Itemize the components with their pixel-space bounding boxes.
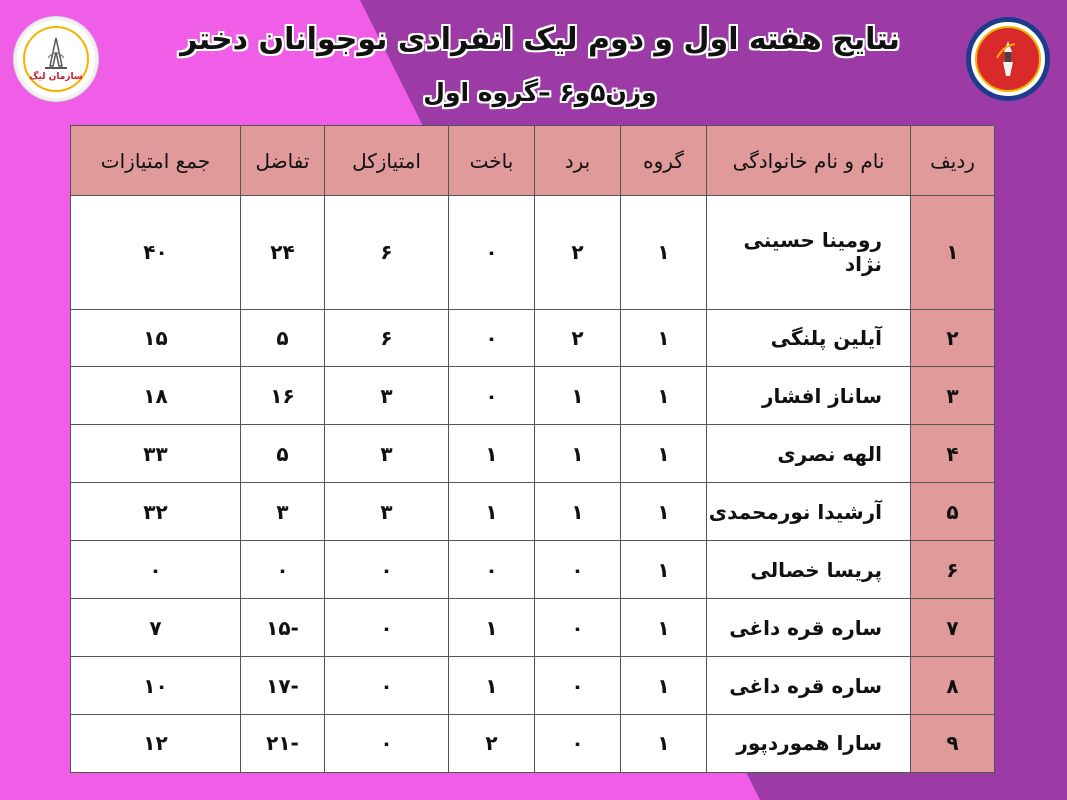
cell-name: ساناز افشار — [707, 367, 911, 425]
results-table — [70, 125, 995, 773]
cell-rank: ۶ — [911, 541, 995, 599]
cell-total-points: ۰ — [325, 541, 449, 599]
cell-total-points: ۶ — [325, 196, 449, 310]
table-row — [71, 714, 995, 772]
tower-logo-icon — [39, 36, 73, 70]
table-row — [71, 657, 995, 715]
cell-group: ۱ — [621, 714, 707, 772]
cell-name: ساره قره داغی — [707, 657, 911, 715]
cell-total-points: ۳ — [325, 425, 449, 483]
cell-rank: ۷ — [911, 599, 995, 657]
cell-rank: ۲ — [911, 309, 995, 367]
cell-total-points: ۰ — [325, 714, 449, 772]
cell-wins: ۰ — [535, 541, 621, 599]
league-logo — [14, 17, 98, 101]
cell-difference: ۲۴ — [241, 196, 325, 310]
column-header-total-points: امتیازکل — [325, 126, 449, 196]
cell-sum-points: ۴۰ — [71, 196, 241, 310]
cell-difference: ۰ — [241, 541, 325, 599]
column-header-wins: برد — [535, 126, 621, 196]
cell-difference: ۵ — [241, 425, 325, 483]
cell-losses: ۰ — [449, 541, 535, 599]
cell-sum-points: ۱۸ — [71, 367, 241, 425]
cell-losses: ۱ — [449, 599, 535, 657]
cell-group: ۱ — [621, 657, 707, 715]
cell-group: ۱ — [621, 425, 707, 483]
page-title: نتایج هفته اول و دوم لیک انفرادی نوجوانان دختر — [180, 22, 900, 57]
column-header-rank: ردیف — [911, 126, 995, 196]
table-row — [71, 367, 995, 425]
cell-name: سارا همورد‌پور — [707, 714, 911, 772]
cell-wins: ۰ — [535, 714, 621, 772]
cell-wins: ۲ — [535, 309, 621, 367]
cell-name: الهه نصری — [707, 425, 911, 483]
cell-name: آیلین پلنگی — [707, 309, 911, 367]
cell-sum-points: ۱۰ — [71, 657, 241, 715]
page-subtitle: وزن۵و۶ –گروه اول — [423, 78, 657, 107]
cell-wins: ۱ — [535, 425, 621, 483]
cell-wins: ۰ — [535, 657, 621, 715]
cell-difference: -۱۵ — [241, 599, 325, 657]
cell-total-points: ۰ — [325, 657, 449, 715]
federation-logo — [966, 17, 1050, 101]
cell-wins: ۲ — [535, 196, 621, 310]
column-header-losses: باخت — [449, 126, 535, 196]
cell-name: آرشیدا نورمحمدی — [707, 483, 911, 541]
table-row — [71, 599, 995, 657]
cell-sum-points: ۱۲ — [71, 714, 241, 772]
cell-sum-points: ۳۳ — [71, 425, 241, 483]
cell-difference: ۵ — [241, 309, 325, 367]
table-row — [71, 483, 995, 541]
cell-total-points: ۳ — [325, 483, 449, 541]
cell-difference: ۳ — [241, 483, 325, 541]
cell-group: ۱ — [621, 309, 707, 367]
cell-rank: ۸ — [911, 657, 995, 715]
cell-group: ۱ — [621, 599, 707, 657]
cell-rank: ۴ — [911, 425, 995, 483]
cell-sum-points: ۷ — [71, 599, 241, 657]
cell-losses: ۱ — [449, 483, 535, 541]
cell-rank: ۹ — [911, 714, 995, 772]
cell-losses: ۰ — [449, 196, 535, 310]
cell-rank: ۳ — [911, 367, 995, 425]
table-row — [71, 541, 995, 599]
cell-name: رومینا حسینی نژاد — [707, 196, 911, 310]
table-row — [71, 196, 995, 310]
column-header-group: گروه — [621, 126, 707, 196]
cell-difference: -۱۷ — [241, 657, 325, 715]
table-row — [71, 309, 995, 367]
cell-losses: ۰ — [449, 309, 535, 367]
column-header-sum-points: جمع امتیازات — [71, 126, 241, 196]
cell-name: پریسا خصالی — [707, 541, 911, 599]
cell-total-points: ۶ — [325, 309, 449, 367]
cell-rank: ۱ — [911, 196, 995, 310]
cell-name: ساره قره داغی — [707, 599, 911, 657]
cell-wins: ۰ — [535, 599, 621, 657]
cell-group: ۱ — [621, 541, 707, 599]
cell-losses: ۰ — [449, 367, 535, 425]
cell-losses: ۲ — [449, 714, 535, 772]
federation-logo-icon — [991, 38, 1025, 80]
cell-sum-points: ۳۲ — [71, 483, 241, 541]
table-header-row — [71, 126, 995, 196]
cell-losses: ۱ — [449, 657, 535, 715]
league-logo-text: سازمان لیگ — [29, 72, 83, 82]
cell-wins: ۱ — [535, 367, 621, 425]
cell-group: ۱ — [621, 196, 707, 310]
cell-group: ۱ — [621, 483, 707, 541]
cell-rank: ۵ — [911, 483, 995, 541]
cell-sum-points: ۰ — [71, 541, 241, 599]
cell-total-points: ۰ — [325, 599, 449, 657]
cell-difference: ۱۶ — [241, 367, 325, 425]
cell-wins: ۱ — [535, 483, 621, 541]
cell-group: ۱ — [621, 367, 707, 425]
cell-losses: ۱ — [449, 425, 535, 483]
cell-total-points: ۳ — [325, 367, 449, 425]
column-header-difference: تفاضل — [241, 126, 325, 196]
column-header-name: نام و نام خانوادگی — [707, 126, 911, 196]
cell-sum-points: ۱۵ — [71, 309, 241, 367]
table-row — [71, 425, 995, 483]
cell-difference: -۲۱ — [241, 714, 325, 772]
